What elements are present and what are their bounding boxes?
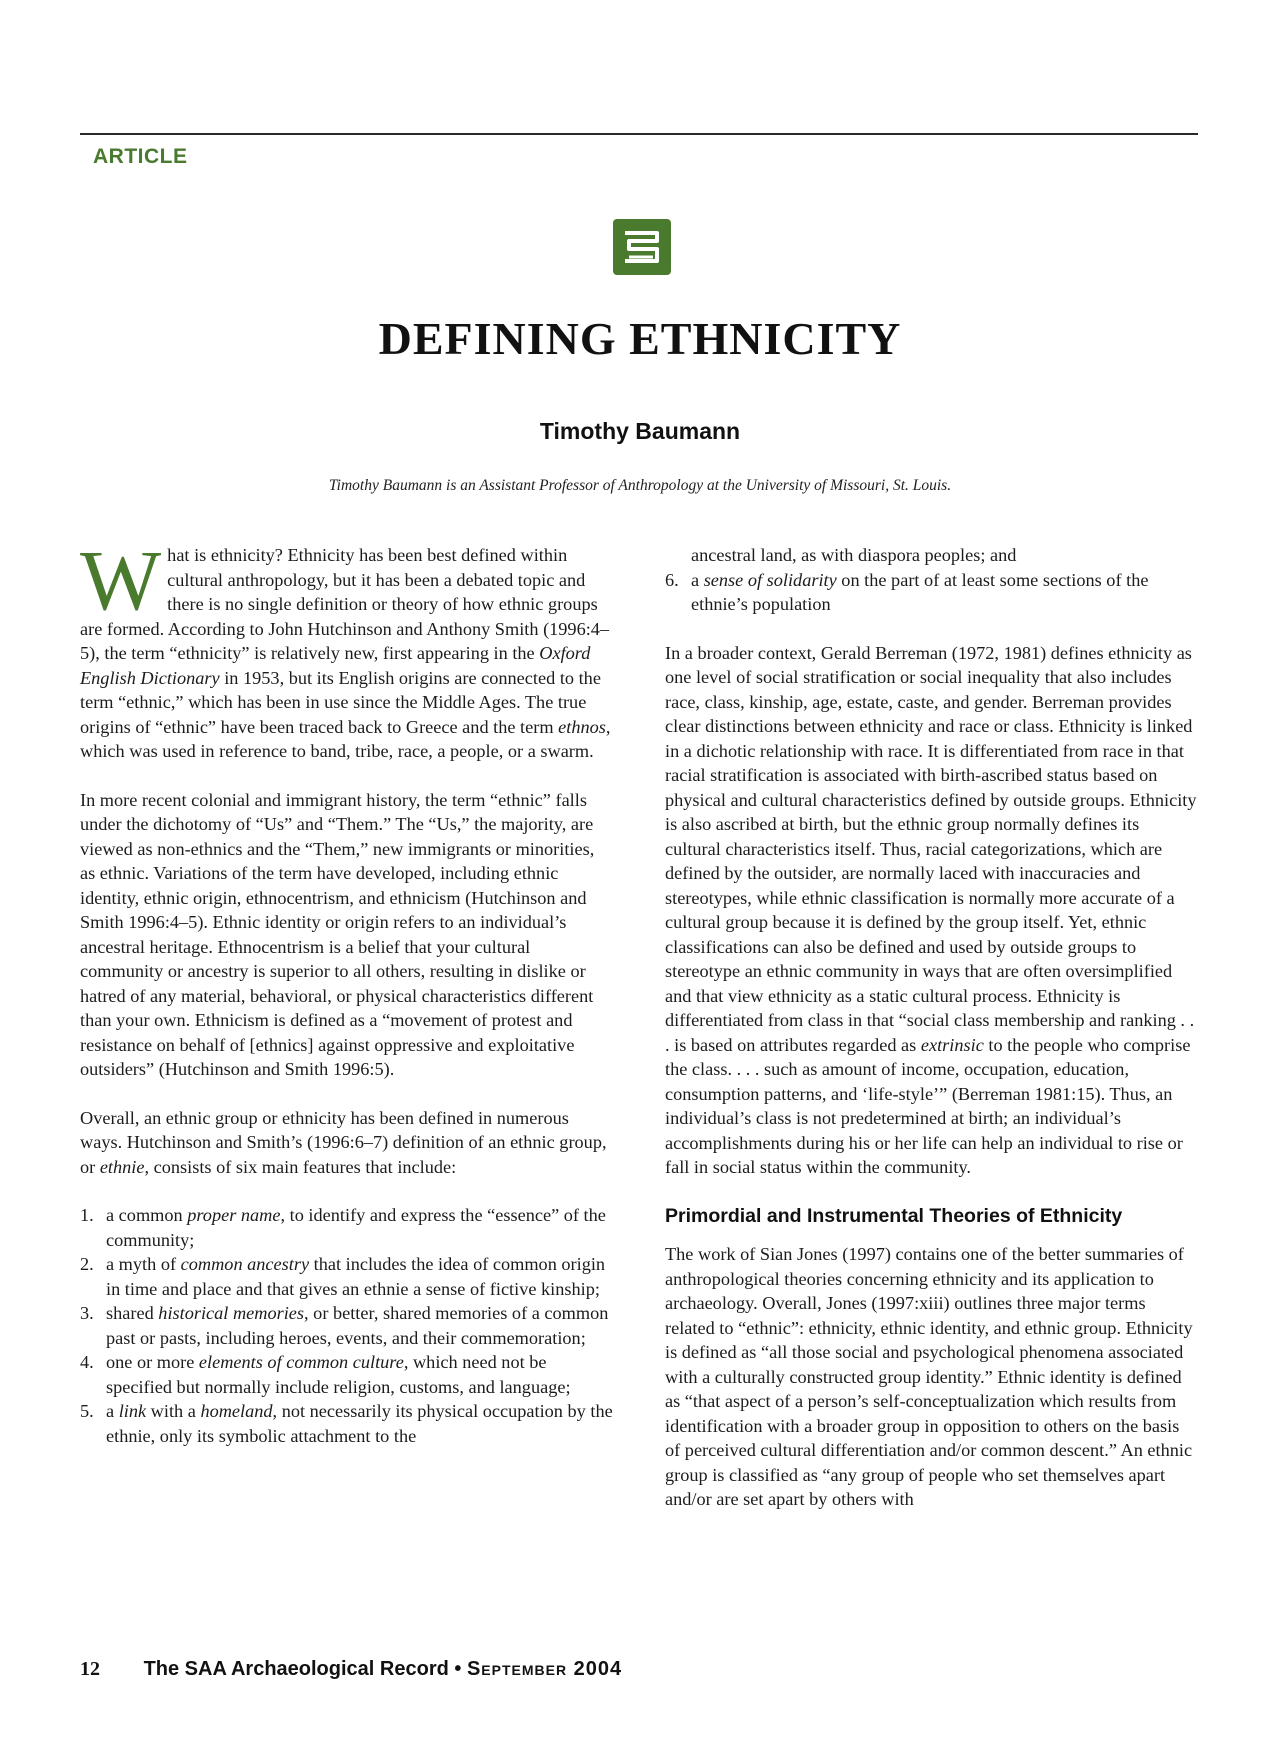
feature-list-continued: [665, 568, 1199, 617]
list-item: [665, 568, 1199, 617]
section-heading: Primordial and Instrumental Theories of Ethnicity: [665, 1204, 1123, 1227]
text-italic: ethnie: [99, 1156, 145, 1177]
journal-name: The SAA Archaeological Record: [143, 1658, 449, 1680]
paragraph-overall: [80, 1106, 614, 1180]
list-item-continuation: ancestral land, as with diaspora peoples; and: [691, 545, 1017, 565]
text-italic: sense of solidarity: [703, 569, 837, 590]
list-item: [80, 1203, 614, 1252]
author-name: Timothy Baumann: [539, 418, 741, 444]
text-run: , to identify and express the “essence” of the community;: [106, 1205, 606, 1250]
list-number: 1.: [80, 1205, 94, 1225]
text-run: to the people who comprise the class. . . . such as amount of income, occupation, education, consumption patterns, and ‘life-style’” (Berreman 1981:15). Thus, an individual’s class is not predetermined at birth; an individual’s accomplishments during his or her life can help an individual to rise or fall in social status within the community.: [665, 1034, 1191, 1177]
text-run: shared: [106, 1303, 159, 1323]
text-italic: extrinsic: [920, 1034, 984, 1055]
text-run: a: [691, 569, 704, 590]
text-run: hat is ethnicity? Ethnicity has been best defined within cultural anthropology, but it has been a debated topic and there is no single definition or theory of how ethnic groups are formed. According to John Hutchinson and Anthony Smith (1996:4–5), the term “ethnicity” is relatively new, first appearing in the: [80, 545, 610, 663]
text-italic: historical memories: [158, 1303, 305, 1323]
article-title: DEFINING ETHNICITY: [378, 313, 902, 364]
text-italic: ethnos: [558, 716, 606, 737]
paragraph-colonial: In more recent colonial and immigrant history, the term “ethnic” falls under the dichotomy of “Us” and “Them.” The “Us,” the majority, are viewed as non-ethnics and the “Them,” new immigrants or minorities, as ethnic. Variations of the term have developed, including ethnic identity, ethnic origin, ethnocentrism, and ethnicism (Hutchinson and Smith 1996:4–5). Ethnic identity or origin refers to an individual’s ancestral heritage. Ethnocentrism is a belief that your cultural community or ancestry is superior to all others, resulting in dislike or hatred of any material, behavioral, or physical characteristics different than your own. Ethnicism is defined as a “movement of protest and resistance on behalf of [ethnics] against oppressive and exploitative outsiders” (Hutchinson and Smith 1996:5).: [80, 789, 595, 1079]
text-italic: common ancestry: [180, 1254, 310, 1274]
issue-date: September 2004: [466, 1658, 623, 1680]
text-run: a: [106, 1401, 119, 1421]
text-run: a common: [106, 1205, 188, 1225]
text-run: In a broader context, Gerald Berreman (1972, 1981) defines ethnicity as one level of social stratification or social inequality that also includes race, class, kinship, age, estate, caste, and gender. Berreman provides clear distinctions between ethnicity and race or class. Ethnicity is linked in a dichotic relationship with race. It is differentiated from race in that racial stratification is associated with birth-ascribed status based on physical and cultural characteristics defined by outside groups. Ethnicity is also ascribed at birth, but the ethnic group normally defines its cultural characteristics itself. Thus, racial categorizations, which are defined by the outsider, are normally laced with inaccuracies and stereotypes, while ethnic classification is normally more accurate of a cultural group because it is defined by the group itself. Yet, ethnic classifications can also be defined and used by outside groups to stereotype an ethnic community in ways that are often oversimplified and that view ethnicity as a static cultural process. Ethnicity is differentiated from class in that “social class membership and ranking . . . is based on attributes regarded as: [665, 642, 1197, 1055]
drop-cap: W: [80, 532, 162, 628]
header-rule: [80, 133, 1198, 135]
text-italic: proper name: [187, 1205, 281, 1225]
footer-bullet: •: [454, 1658, 462, 1680]
feature-list: [80, 1203, 614, 1448]
author-affiliation: Timothy Baumann is an Assistant Professor of Anthropology at the University of Missouri, St. Louis.: [328, 477, 952, 494]
text-run: , which need not be specified but normally include religion, customs, and language;: [106, 1352, 571, 1397]
list-item: [80, 1252, 614, 1301]
text-run: in 1953, but its English origins are connected to the term “ethnic,” which has been in use since the Middle Ages. The true origins of “ethnic” have been traced back to Greece and the term: [80, 667, 601, 737]
list-number: 5.: [80, 1401, 94, 1421]
list-item: [80, 1301, 614, 1350]
right-column: [665, 543, 1199, 1536]
text-italic: Oxford English Dictionary: [80, 643, 591, 688]
text-run: , or better, shared memories of a common past or pasts, including heroes, events, and their commemoration;: [106, 1303, 609, 1348]
text-italic: elements of common culture: [198, 1352, 404, 1372]
paragraph-intro: [80, 532, 614, 764]
text-run: a myth of: [106, 1254, 181, 1274]
paragraph-berreman: [665, 641, 1199, 1180]
page-number: 12: [80, 1658, 100, 1680]
text-run: with a: [146, 1401, 201, 1421]
list-number: 2.: [80, 1254, 94, 1274]
text-run: , consists of six main features that include:: [144, 1156, 457, 1177]
section-label: ARTICLE: [93, 145, 188, 168]
text-italic: homeland: [200, 1401, 273, 1421]
text-run: , which was used in reference to band, tribe, race, a people, or a swarm.: [80, 716, 611, 761]
text-run: , not necessarily its physical occupation by the ethnie, only its symbolic attachment to the: [106, 1401, 613, 1446]
text-run: one or more: [106, 1352, 199, 1372]
text-run: Overall, an ethnic group or ethnicity has been defined in numerous ways. Hutchinson and Smith’s (1996:6–7) definition of an ethnic group, or: [80, 1107, 607, 1177]
list-number: 4.: [80, 1352, 94, 1372]
text-run: on the part of at least some sections of the ethnie’s population: [691, 569, 1149, 614]
paragraph-jones: The work of Sian Jones (1997) contains one of the better summaries of anthropological theories concerning ethnicity and its application to archaeology. Overall, Jones (1997:xiii) outlines three major terms related to “ethnic”: ethnicity, ethnic identity, and ethnic group. Ethnicity is defined as “all those social and psychological phenomena associated with a culturally constructed group identity.” Ethnic identity is defined as “that aspect of a person’s self-conceptualization which results from identification with a broader group in opposition to others on the basis of perceived cultural differentiation and/or common descent.” An ethnic group is classified as “any group of people who set themselves apart and/or are set apart by others with: [665, 1244, 1193, 1509]
list-number: 3.: [80, 1303, 94, 1323]
list-item: [80, 1399, 614, 1448]
text-run: that includes the idea of common origin in time and place and that gives an ethnie a sense of fictive kinship;: [106, 1254, 606, 1299]
list-number: 6.: [665, 569, 679, 590]
text-italic: link: [118, 1401, 147, 1421]
page-footer: [80, 1658, 622, 1681]
left-column: [80, 532, 614, 1448]
saa-logo-icon: [611, 217, 673, 277]
list-item: [80, 1350, 614, 1399]
